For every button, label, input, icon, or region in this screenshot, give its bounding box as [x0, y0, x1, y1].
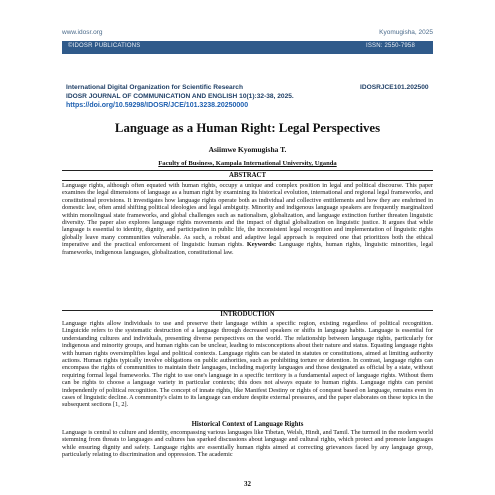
section-heading-historical: Historical Context of Language Rights	[191, 421, 304, 428]
affiliation-text: Faculty of Business, Kampala International University, Uganda	[158, 160, 337, 167]
doi-link[interactable]: https://doi.org/10.59298/IDOSR/JCE/101.3238.20250000	[66, 102, 249, 109]
introduction-body: Language rights allow individuals to use and preserve their language within a specific region, existing regardless of political recognition. Linguicide refers to the systematic destruction of a language through decreased speakers or shifts in language habits. Language is essential for understanding cultures and individuals, presenting diverse perspectives on the world. The relationship between language rights, particularly for indigenous and minority groups, and human rights can be unclear, leading to misconceptions about their nature and status. Equating language rights with human rights oversimplifies legal and political contexts. Language rights can be stated in statutes or constitutions, aimed at limiting authority actions. Human rights typically involve obligations on public authorities, such as prohibiting torture or detention. In contrast, language rights can encompass the rights of communities to maintain their languages, including majority languages and those designated as official by a state, without requiring formal legal frameworks. The right to use one's language in a specific territory is a fundamental aspect of language rights. Without them can be rights to choose a language variety in particular contexts; this does not always equate to human rights. Language rights can persist independently of political recognition. The concept of innate rights, like Manifest Destiny or rights of conquest based on language, remains even in cases of linguistic decline. A community's claim to its language can endure despite external pressures, and the paper elaborates on these topics in the subsequent sections [1, 2].	[62, 320, 433, 409]
affiliation	[62, 160, 433, 167]
page-number: 32	[244, 480, 251, 488]
issn: ISSN: 2550-7958	[365, 43, 415, 49]
author-name: Asiimwe Kyomugisha T.	[208, 145, 287, 154]
running-header	[62, 29, 433, 39]
abstract-heading: ABSTRACT	[228, 172, 266, 179]
keywords-text: Language rights, human rights, linguistic minorities, legal frameworks, indigenous languages, globalization, constitutional law.	[62, 241, 434, 256]
divider	[62, 180, 433, 181]
journal-org-name: International Digital Organization for Scientific Research	[66, 84, 243, 91]
running-author: Kyomugisha, 2025	[379, 29, 433, 36]
journal-org	[66, 84, 429, 91]
divider	[62, 170, 433, 171]
historical-body: Language is central to culture and identity, encompassing various languages like Tibetan, Welsh, Hindi, and Tamil. The turmoil in the modern world stemming from threats to languages and cultures has sparked discussions about language and cultural rights, which protect and promote languages while ensuring dignity and safety. Language rights are essentially human rights aimed at correcting grievances faced by any language group, particularly relating to discrimination and oppression. The academic	[62, 429, 433, 459]
abstract-text: Language rights, although often equated with human rights, occupy a unique and complex position in legal and political discourse. This paper examines the legal dimensions of language as a human right by examining its historical evolution, international and regional legal frameworks, and constitutional provisions. It investigates how language rights operate both as individual and collective entitlements and how they are enshrined in domestic law, often amid shifting political ideologies and legal ambiguity. Minority and indigenous language speakers are frequently marginalized within monolingual state frameworks, and global challenges such as nationalism, globalization, and language extinction further threaten linguistic diversity. The paper also explores language rights movements and the impact of digital globalization on linguistic justice. It argues that while language is essential to identity, dignity, and participation in public life, the inconsistent legal recognition and implementation of linguistic rights globally leave many communities vulnerable. As such, a robust and adaptive legal approach is required one that prioritizes both the ethical imperative and the practical enforcement of linguistic human rights.	[62, 182, 433, 249]
introduction-heading: INTRODUCTION	[220, 311, 275, 318]
publisher-name: ©IDOSR PUBLICATIONS	[68, 43, 141, 49]
keywords-label: Keywords:	[246, 241, 277, 249]
article-title: Language as a Human Right: Legal Perspectives	[114, 121, 381, 135]
abstract-body	[62, 182, 433, 256]
journal-name-issue: IDOSR JOURNAL OF COMMUNICATION AND ENGLISH 10(1):32-38, 2025.	[66, 93, 294, 100]
publisher-banner	[62, 41, 433, 54]
article-code: IDOSRJCE101.202500	[360, 84, 429, 91]
site-link[interactable]: www.idosr.org	[62, 29, 103, 36]
